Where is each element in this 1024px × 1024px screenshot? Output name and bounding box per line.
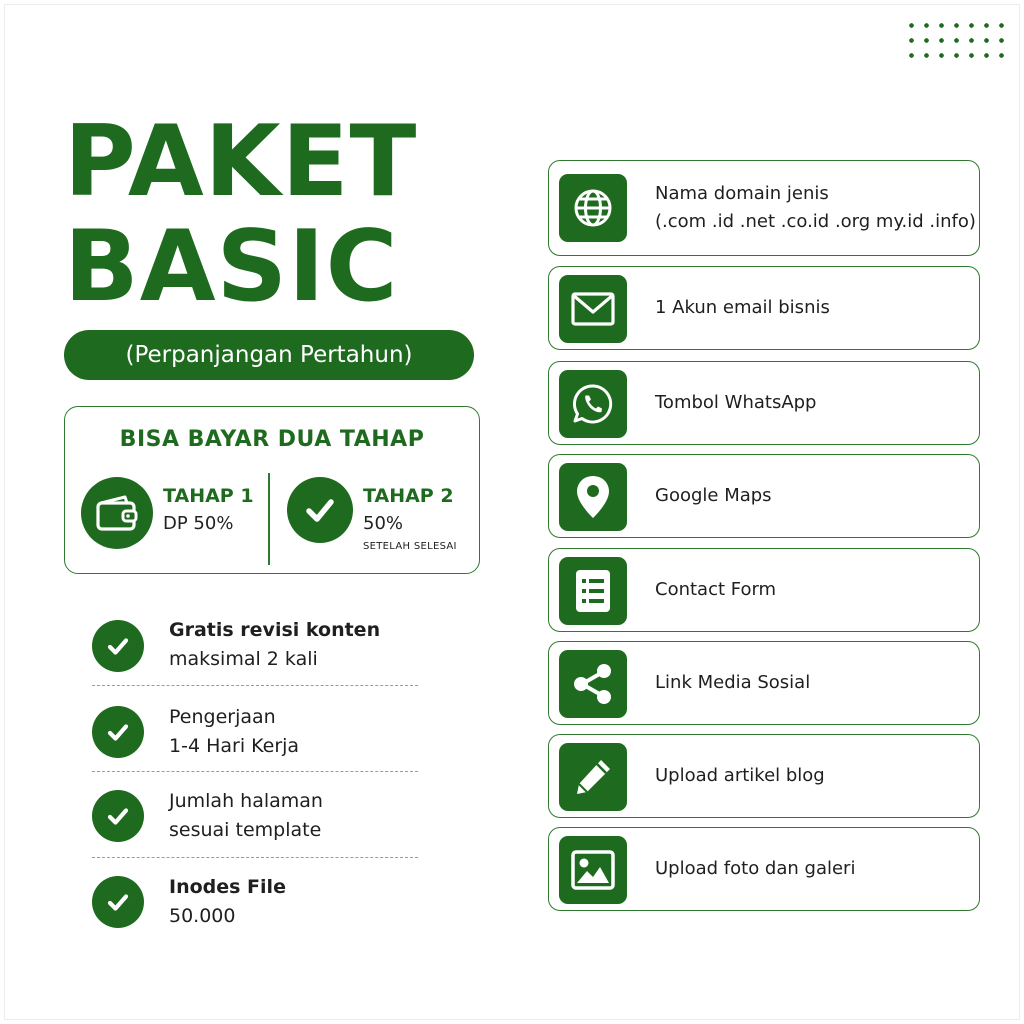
- globe-icon: [559, 174, 627, 242]
- feature-line-2: sesuai template: [169, 819, 322, 841]
- pencil-icon: [559, 743, 627, 811]
- page-title: [64, 105, 418, 324]
- card-line-1: Nama domain jenis: [655, 183, 829, 204]
- divider: [92, 857, 418, 858]
- feature-item: [92, 790, 418, 846]
- payment-title: BISA BAYAR DUA TAHAP: [119, 427, 425, 452]
- feature-line-1: Gratis revisi konten: [169, 619, 381, 641]
- form-list-icon: [559, 557, 627, 625]
- check-icon: [92, 706, 144, 758]
- map-pin-icon: [559, 463, 627, 531]
- feature-line-1: Inodes File: [169, 876, 286, 898]
- divider: [92, 685, 418, 686]
- feature-line-1: Jumlah halaman: [169, 790, 323, 812]
- whatsapp-icon: [559, 370, 627, 438]
- stage2-sub: 50%: [363, 513, 404, 534]
- feature-line-2: 1-4 Hari Kerja: [169, 735, 300, 757]
- check-icon: [92, 620, 144, 672]
- card-label: Tombol WhatsApp: [655, 392, 817, 413]
- divider: [92, 771, 418, 772]
- payment-box: [64, 406, 480, 574]
- feature-item: [92, 706, 418, 762]
- feature-item: [92, 876, 418, 932]
- title-line-1: PAKET: [64, 105, 418, 219]
- stage2-title: TAHAP 2: [363, 485, 454, 507]
- feature-card-domain: [548, 160, 980, 256]
- card-line-2: (.com .id .net .co.id .org my.id .info): [655, 211, 976, 232]
- card-label: Link Media Sosial: [655, 672, 811, 693]
- card-label: Google Maps: [655, 485, 772, 506]
- feature-card-blog: [548, 734, 980, 818]
- mail-icon: [559, 275, 627, 343]
- check-icon: [287, 477, 353, 543]
- feature-item: [92, 620, 418, 676]
- wallet-icon: [81, 477, 153, 549]
- feature-card-gallery: [548, 827, 980, 911]
- stage1-title: TAHAP 1: [163, 485, 254, 507]
- feature-card-contact-form: [548, 548, 980, 632]
- payment-divider: [268, 473, 270, 565]
- share-icon: [559, 650, 627, 718]
- check-icon: [92, 876, 144, 928]
- subtitle-badge: (Perpanjangan Pertahun): [64, 330, 474, 380]
- card-label: Contact Form: [655, 579, 777, 600]
- stage1-sub: DP 50%: [163, 513, 234, 534]
- image-icon: [559, 836, 627, 904]
- feature-card-maps: [548, 454, 980, 538]
- feature-line-2: maksimal 2 kali: [169, 648, 318, 670]
- card-label: 1 Akun email bisnis: [655, 297, 830, 318]
- title-line-2: BASIC: [64, 210, 399, 324]
- feature-card-whatsapp: [548, 361, 980, 445]
- feature-card-email: [548, 266, 980, 350]
- feature-card-social: [548, 641, 980, 725]
- feature-line-1: Pengerjaan: [169, 706, 276, 728]
- card-label: Upload artikel blog: [655, 765, 825, 786]
- check-icon: [92, 790, 144, 842]
- card-label: Upload foto dan galeri: [655, 858, 856, 879]
- decorative-dot-grid: [904, 18, 1014, 68]
- stage2-note: SETELAH SELESAI: [363, 541, 457, 552]
- feature-line-2: 50.000: [169, 905, 236, 927]
